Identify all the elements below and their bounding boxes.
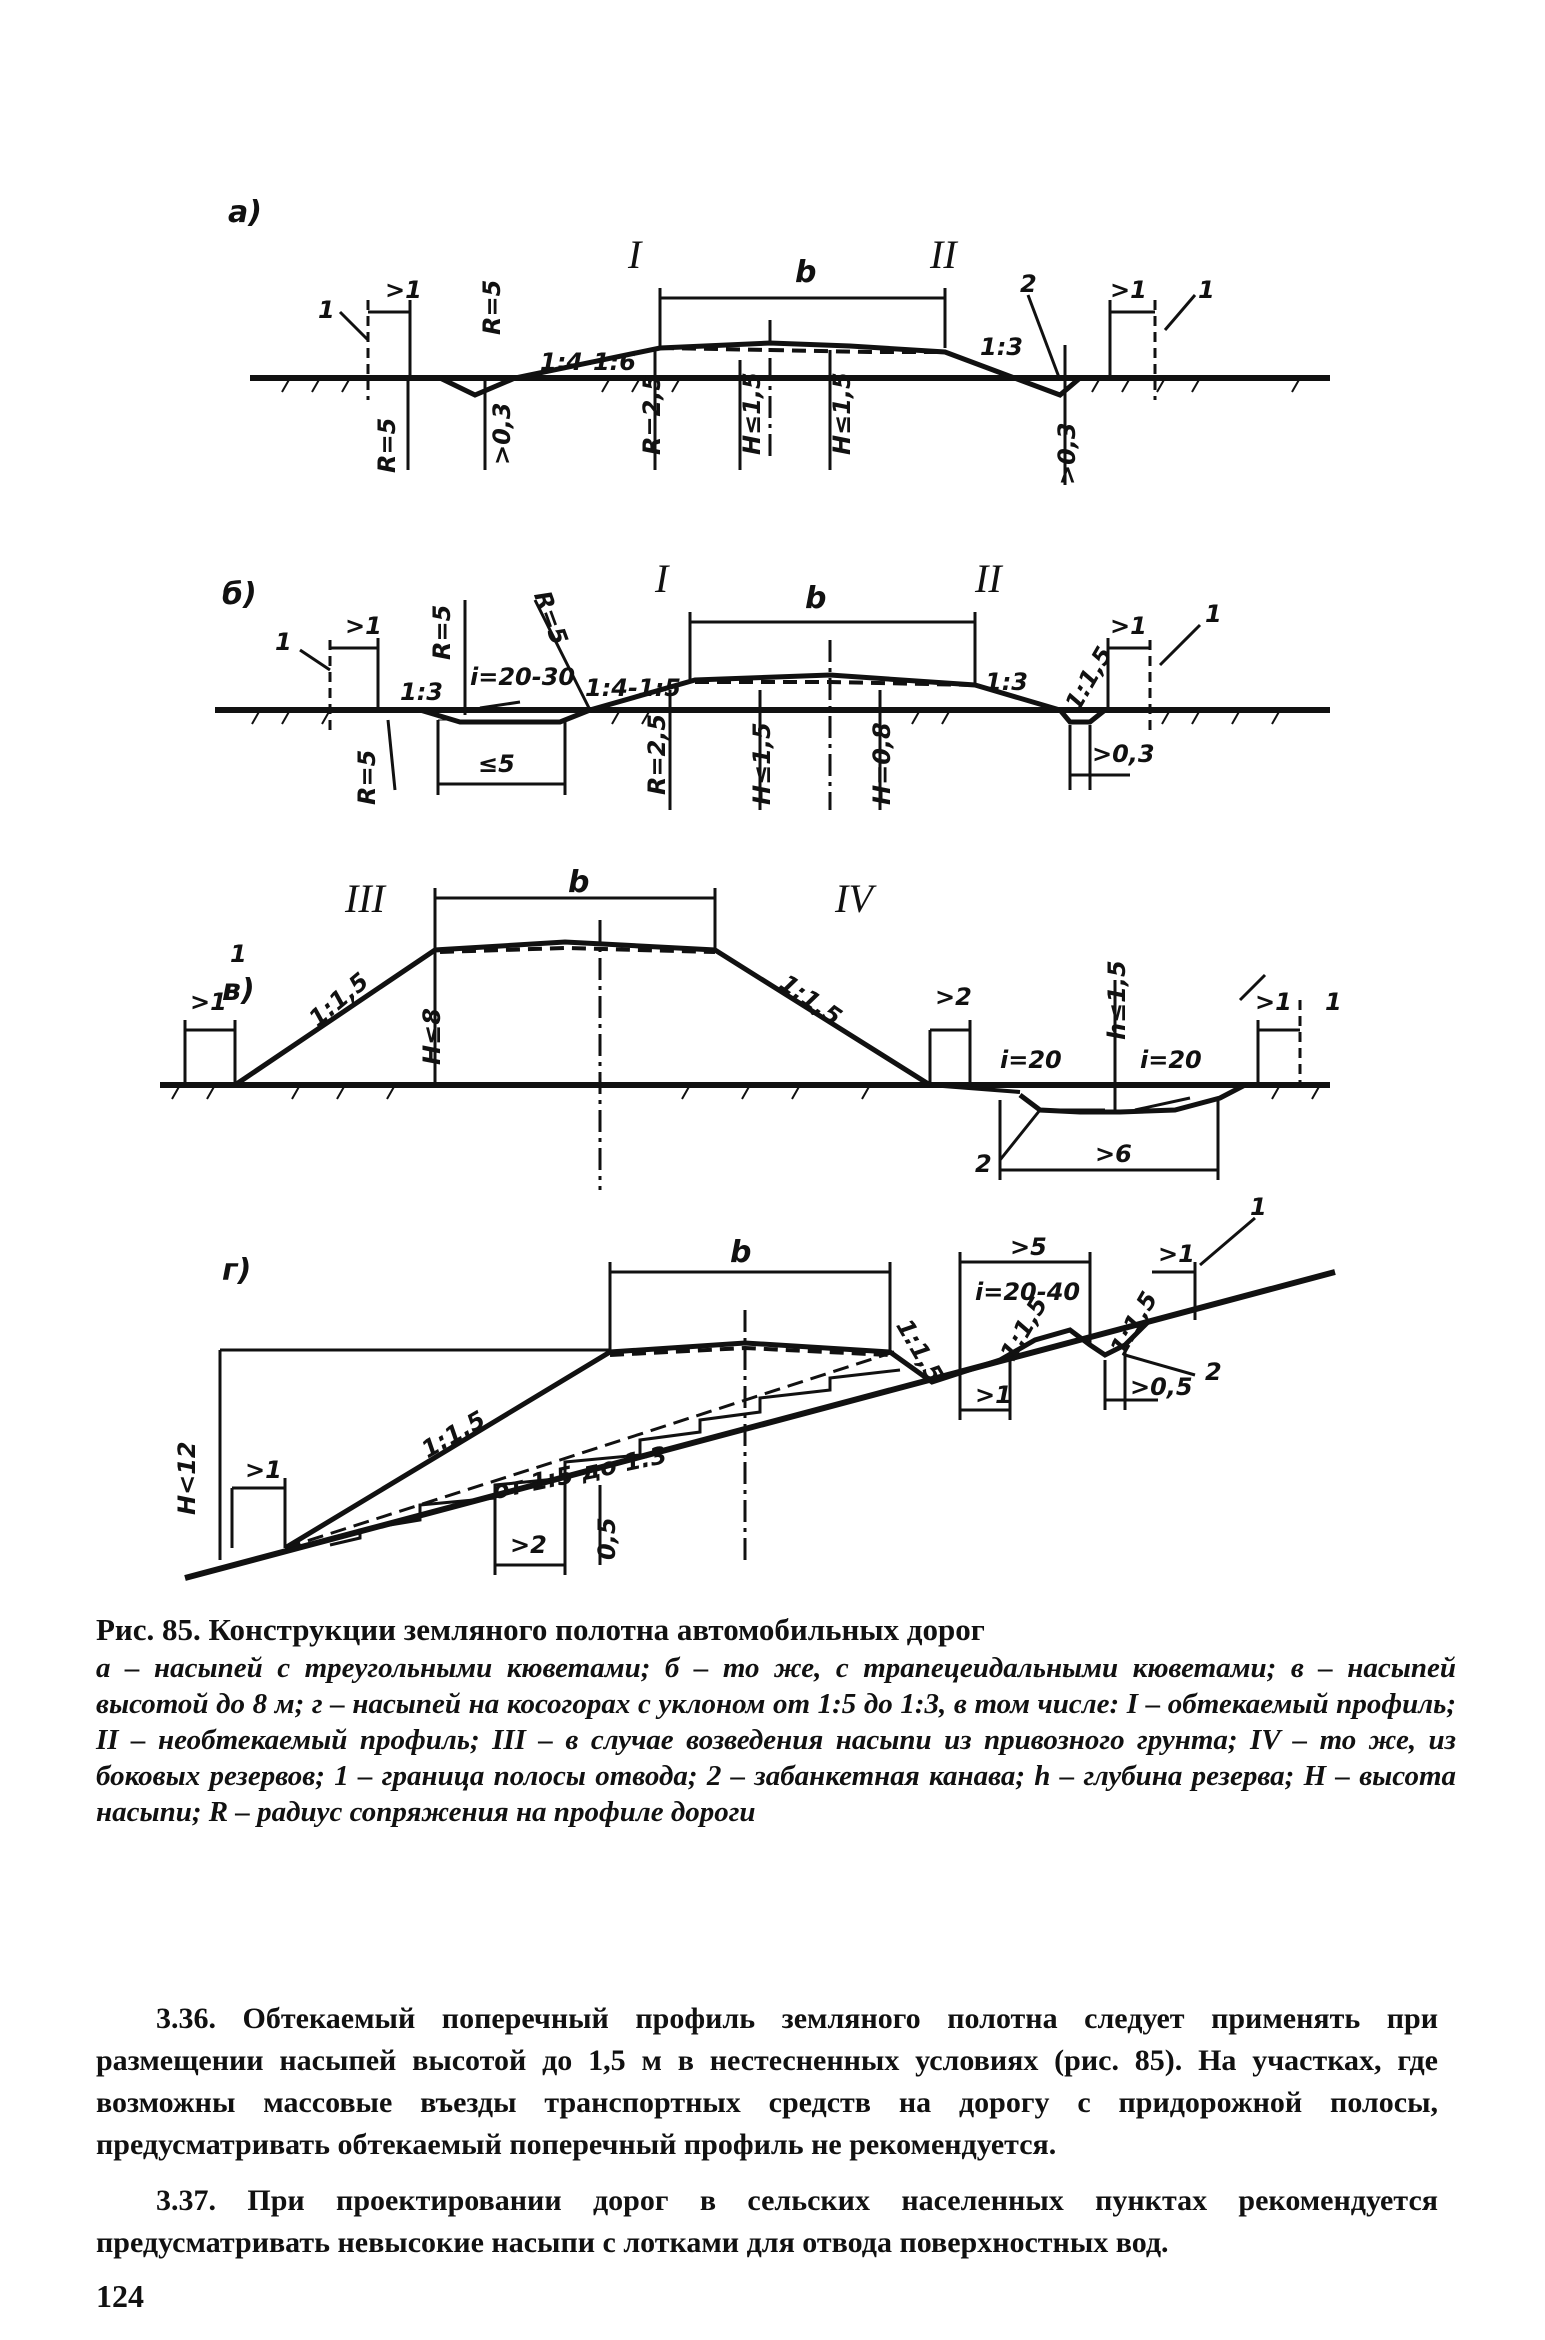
a-label-gt1-right: >1 xyxy=(1110,276,1147,304)
b-label-H1: H≤1,5 xyxy=(748,722,776,805)
d-label-gt1-left: >1 xyxy=(245,1456,282,1484)
d-label-05: 0,5 xyxy=(593,1517,621,1560)
d-label-slope-1: 1:1,5 xyxy=(416,1405,491,1464)
a-label-slope-2: 1:3 xyxy=(980,333,1023,361)
b-ref-1-left: 1 xyxy=(275,628,292,656)
c-label-b: b xyxy=(568,865,590,900)
figure-caption xyxy=(96,1612,1456,1830)
b-roman-I: I xyxy=(655,556,669,601)
a-label-slope-1: 1:4-1:6 xyxy=(540,348,636,376)
c-label-gt1-right: >1 xyxy=(1255,988,1292,1016)
d-label-gt2: >2 xyxy=(510,1531,547,1559)
page-number: 124 xyxy=(96,2278,144,2314)
b-label-R5-c: R=5 xyxy=(528,587,574,649)
a-ref-1-left: 1 xyxy=(318,296,335,324)
d-label-i: i=20-40 xyxy=(975,1278,1081,1306)
d-label-gt05: >0,5 xyxy=(1130,1373,1193,1401)
c-label-i-right: i=20 xyxy=(1140,1046,1202,1074)
a-roman-I: I xyxy=(628,232,642,277)
d-label-gt1-right: >1 xyxy=(1158,1240,1195,1268)
a-roman-II: II xyxy=(930,232,957,277)
b-label-H2: H=0,8 xyxy=(868,722,896,805)
a-label-b: b xyxy=(795,255,817,290)
b-label-gt1-left: >1 xyxy=(345,612,382,640)
b-label-slope-13: 1:3 xyxy=(400,678,443,706)
d-label-b: b xyxy=(730,1235,752,1270)
a-label-depth-right: >0,3 xyxy=(1053,422,1081,485)
d-ref-1: 1 xyxy=(1250,1193,1267,1221)
a-label-R5-bottom: R=5 xyxy=(373,417,401,473)
b-roman-II: II xyxy=(975,556,1002,601)
caption-text: а – насыпей с треугольными кюветами; б – то же, с трапецеидальными кюветами; в – насыпей высотой до 8 м; г – насыпей на косогорах с уклоном от 1:5 до 1:3, в том числе: I – обтекаемый профиль; II – необтекаемый профиль; III – в случае возведения насыпи из привозного грунта; IV – то же, из боковых резервов; 1 – граница полосы отвода; 2 – забанкетная канава; h – глубина резерва; H – высота насыпи; R – радиус сопряжения на профиле дороги xyxy=(96,1652,1456,1828)
c-label-i-left: i=20 xyxy=(1000,1046,1062,1074)
a-label-H2: H≤1,5 xyxy=(828,372,856,455)
d-ref-2: 2 xyxy=(1205,1358,1222,1386)
b-label-gt1-right: >1 xyxy=(1110,612,1147,640)
panel-c xyxy=(160,888,1330,1190)
b-label-R5-a: R=5 xyxy=(428,604,456,660)
d-label-slope-4: 1:1,5 xyxy=(1104,1286,1164,1361)
panel-a-letter: а) xyxy=(228,195,262,230)
c-label-h15: h≤1,5 xyxy=(1103,960,1131,1040)
b-label-R5-b: R=5 xyxy=(353,749,381,805)
paragraph-3-36: 3.36. Обтекаемый поперечный профиль земляного полотна следует применять при размещении насыпей высотой до 1,5 м в нестесненных условиях (рис. 85). На участках, где возможны массовые въезды транспортных средств на дорогу с придорожной полосы, предусматривать обтекаемый поперечный профиль не рекомендуется. xyxy=(96,2002,1438,2161)
b-label-i: i=20-30 xyxy=(470,663,576,691)
c-label-gt2: >2 xyxy=(935,983,972,1011)
b-label-b: b xyxy=(805,581,827,616)
b-ref-1-right: 1 xyxy=(1205,600,1222,628)
d-label-slope-3: 1:1,5 xyxy=(994,1291,1054,1366)
c-label-gt1-left: >1 xyxy=(190,988,227,1016)
d-label-slope-2: 1:1,5 xyxy=(890,1314,950,1388)
paragraph-3-37: 3.37. При проектировании дорог в сельских населенных пунктах рекомендуется предусматривать невысокие насыпи с лотками для отвода поверхностных вод. xyxy=(96,2184,1438,2259)
caption-title: Рис. 85. Конструкции земляного полотна автомобильных дорог xyxy=(96,1612,985,1647)
a-label-depth-left: >0,3 xyxy=(488,402,516,465)
c-ref-1-right: 1 xyxy=(1325,988,1342,1016)
d-label-H12: H<12 xyxy=(173,1441,201,1515)
c-label-slope-2: 1:1,5 xyxy=(774,968,847,1032)
c-roman-IV: IV xyxy=(835,876,873,921)
c-roman-III: III xyxy=(345,876,385,921)
c-label-H8: H≤8 xyxy=(418,1008,446,1065)
b-label-depth: >0,3 xyxy=(1092,740,1155,768)
b-label-le5: ≤5 xyxy=(478,750,515,778)
d-label-slope-range: от 1:5 до 1:3 xyxy=(490,1440,670,1506)
d-label-gt1-mid: >1 xyxy=(975,1381,1012,1409)
panel-b-letter: б) xyxy=(222,577,257,612)
a-ref-2: 2 xyxy=(1020,270,1037,298)
panel-d-letter: г) xyxy=(222,1253,252,1288)
a-label-R5-top: R=5 xyxy=(478,279,506,335)
a-label-gt1-left: >1 xyxy=(385,276,422,304)
c-ref-2: 2 xyxy=(975,1150,992,1178)
d-label-gt5: >5 xyxy=(1010,1233,1047,1261)
a-label-H1: H≤1,5 xyxy=(738,372,766,455)
panel-c-letter: в) xyxy=(222,973,255,1008)
a-ref-1-right: 1 xyxy=(1198,276,1215,304)
b-label-slope-2: 1:3 xyxy=(985,668,1028,696)
b-label-R25: R=2,5 xyxy=(643,713,671,795)
c-label-gt6: >6 xyxy=(1095,1140,1132,1168)
a-label-R25: R=2,5 xyxy=(638,373,666,455)
c-label-slope-1: 1:1,5 xyxy=(303,967,375,1033)
c-ref-1-left: 1 xyxy=(230,940,247,968)
b-label-slope-1: 1:4-1:5 xyxy=(585,674,681,702)
b-label-slope-3: 1:1,5 xyxy=(1059,641,1119,716)
